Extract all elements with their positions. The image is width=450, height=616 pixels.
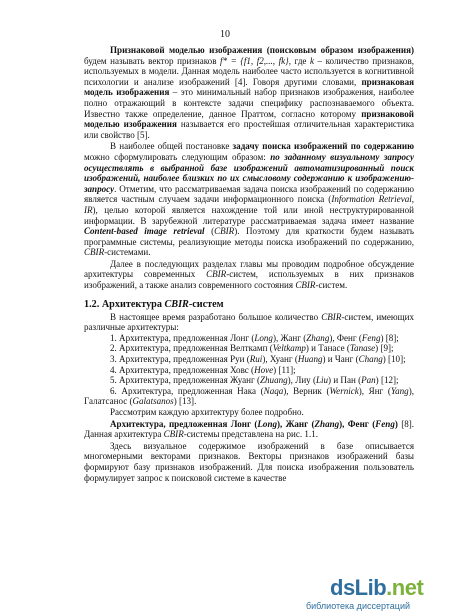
paragraph-transition: Рассмотрим каждую архитектуру более подробно. [110, 407, 304, 417]
formula-feature-vector: f* = {f1, f2,..., fk} [220, 55, 289, 66]
list-item: 1. Архитектура, предложенная Лонг (Long), Жанг (Zhang), Фенг (Feng) [8]; [110, 332, 399, 343]
paragraph-visual-content: Здесь визуальное содержимое изображений в базе описывается многомерными векторами признаков. Векторы признаков изображений базы формируют базу признаков изображений. Для поиска изображения пользователь формулирует запрос к поисковой системе в качестве [84, 440, 414, 483]
page-content [84, 45, 414, 483]
list-item: 3. Архитектура, предложенная Руи (Rui), Хуанг (Huang) и Чанг (Chang) [10]; [110, 354, 406, 365]
list-item: 4. Архитектура, предложенная Ховс (Hove) [11]; [110, 364, 296, 375]
section-heading: 1.2. Архитектура CBIR-систем [84, 298, 224, 310]
paragraph-long-architecture: Архитектура, предложенная Лонг (Long), Жанг (Zhang), Фенг (Feng) [8]. Данная архитектура CBIR-системы представлена на рис. 1.1. [84, 418, 415, 440]
paragraph-feature-model: Признаковой моделью изображения (поисковым образом изображения) будем называть вектор признаков f* = {f1, f2,..., fk}, где k – количество признаков, используемых в модели. Данная модель наиболее часто используется в когнитивной психологии и анализе изображений [4]. Говоря другими словами, признаковая модель изображения – это минимальный набор признаков изображения, наиболее полно отражающий в контексте задачи специфику распознаваемого объекта. Известно также определение, данное Праттом, согласно которому признаковой моделью изображения называется его простейшая отличительная характеристика или свойство [5]. [84, 45, 414, 140]
paragraph-architectures-intro: В настоящее время разработано большое количество CBIR-систем, имеющих различные архитектуры: [84, 311, 414, 333]
paragraph-outline: Далее в последующих разделах главы мы проводим подробное обсуждение архитектуры современных CBIR-систем, используемых в них признаков изображений, а также анализ современного состояния CBIR-систем. [84, 258, 415, 291]
page-number: 10 [220, 29, 230, 40]
list-item: 6. Архитектура, предложенная Нака (Naqa), Верник (Wernick), Янг (Yang), Галатсанос (Galatsanos) [13]. [84, 385, 414, 407]
list-item: 5. Архитектура, предложенная Жуанг (Zhuang), Лиу (Liu) и Пан (Pan) [12]; [110, 375, 399, 386]
paragraph-task-definition: В наиболее общей постановке задачу поиска изображений по содержанию можно сформулировать следующим образом: по заданному визуальному запросу осуществлять в выбранной базе изображений автоматизированный поиск изображений, наиболее близких по их смысловому содержанию к изображению-запросу. Отметим, что рассматриваемая задача поиска изображений по содержанию является частным случаем задачи информационного поиска (Information Retrieval, IR), целью которой является нахождение той или иной неструктурированной информации. В зарубежной литературе рассматриваемая задача имеет название Content-based image retrieval (CBIR). Поэтому для краткости будем называть программные системы, реализующие методы поиска изображений по содержанию, CBIR-системами. [84, 141, 415, 258]
watermark-logo: dsLib.net библиотека диссертаций [300, 572, 450, 616]
list-item: 2. Архитектура, предложенная Велткамп (Veltkamp) и Танасе (Tanase) [9]; [110, 343, 394, 354]
